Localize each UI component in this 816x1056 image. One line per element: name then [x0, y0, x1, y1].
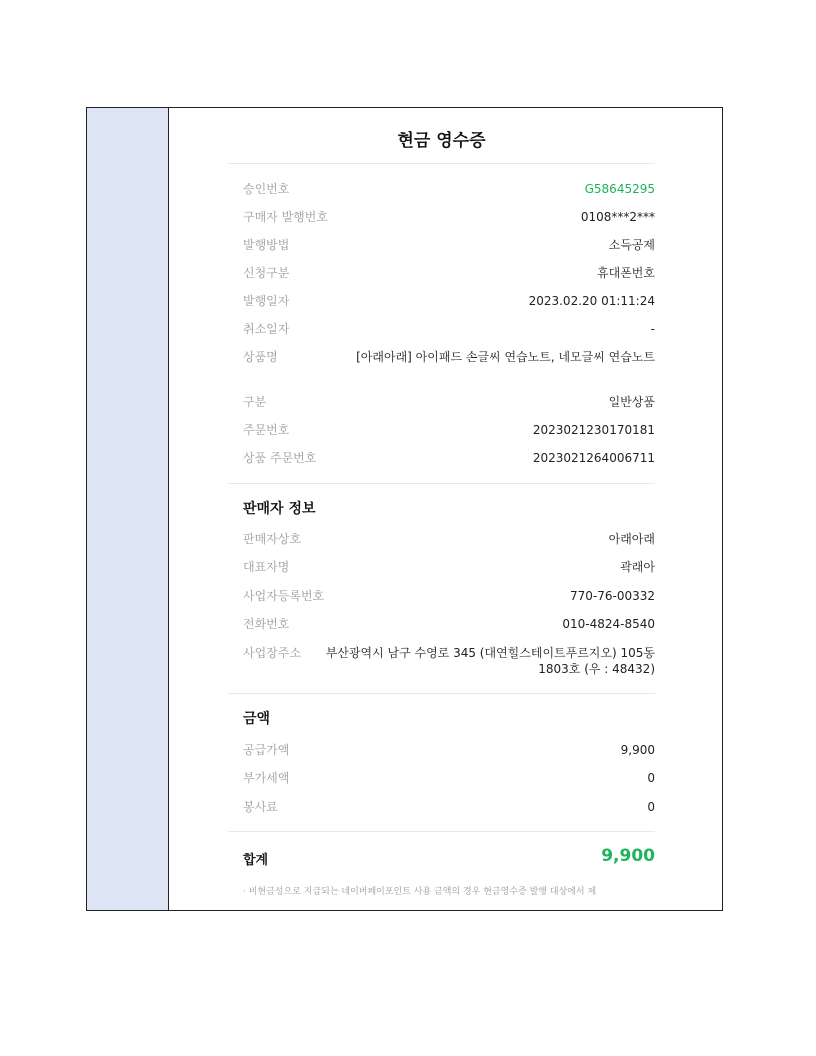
label: 봉사료: [243, 800, 278, 814]
value: G58645295: [584, 182, 655, 196]
value: 2023.02.20 01:11:24: [528, 294, 655, 308]
value: 부산광역시 남구 수영로 345 (대연힐스테이트푸르지오) 105동 1803호 (우 : 48432): [325, 646, 655, 676]
label: 전화번호: [243, 617, 290, 631]
value: 0: [647, 771, 655, 785]
value: 휴대폰번호: [597, 266, 655, 280]
footnote: · 비현금성으로 지급되는 네이버페이포인트 사용 금액의 경우 현금영수증 발행 대상에서 제: [243, 887, 597, 897]
label: 대표자명: [243, 560, 290, 574]
amount-heading: 금액: [243, 711, 271, 727]
document-frame: [86, 107, 723, 911]
divider: [228, 693, 655, 694]
total-value: 9,900: [601, 846, 655, 866]
value: 0: [647, 800, 655, 814]
label: 취소일자: [243, 322, 290, 336]
value: 아래아래: [608, 532, 655, 546]
label: 승인번호: [243, 182, 290, 196]
value: 010-4824-8540: [562, 617, 655, 631]
value: 770-76-00332: [569, 589, 655, 603]
label: 구분: [243, 395, 267, 409]
label: 구매자 발행번호: [243, 210, 328, 224]
value: [아래아래] 아이패드 손글씨 연습노트, 네모글씨 연습노트: [356, 350, 655, 364]
value: 2023021264006711: [532, 451, 655, 465]
value: 곽래아: [620, 560, 655, 574]
divider: [228, 163, 655, 164]
seller-info-heading: 판매자 정보: [243, 501, 316, 517]
label: 사업자등록번호: [243, 589, 325, 603]
divider: [228, 483, 655, 484]
side-column: [87, 108, 169, 910]
value: 2023021230170181: [532, 423, 655, 437]
label: 부가세액: [243, 771, 290, 785]
label: 사업장주소: [243, 646, 301, 660]
value: 9,900: [620, 743, 655, 757]
cash-receipt: [228, 108, 655, 910]
divider: [228, 831, 655, 832]
label: 신청구분: [243, 266, 290, 280]
label: 주문번호: [243, 423, 290, 437]
label: 공급가액: [243, 743, 290, 757]
total-label: 합계: [243, 853, 269, 868]
value: 일반상품: [608, 395, 655, 409]
value: 0108***2***: [580, 210, 655, 224]
label: 상품명: [243, 350, 278, 364]
value: -: [650, 322, 655, 336]
label: 상품 주문번호: [243, 451, 317, 465]
receipt-title: 현금 영수증: [397, 131, 486, 151]
value: 소득공제: [608, 238, 655, 252]
label: 판매자상호: [243, 532, 301, 546]
label: 발행방법: [243, 238, 290, 252]
label: 발행일자: [243, 294, 290, 308]
